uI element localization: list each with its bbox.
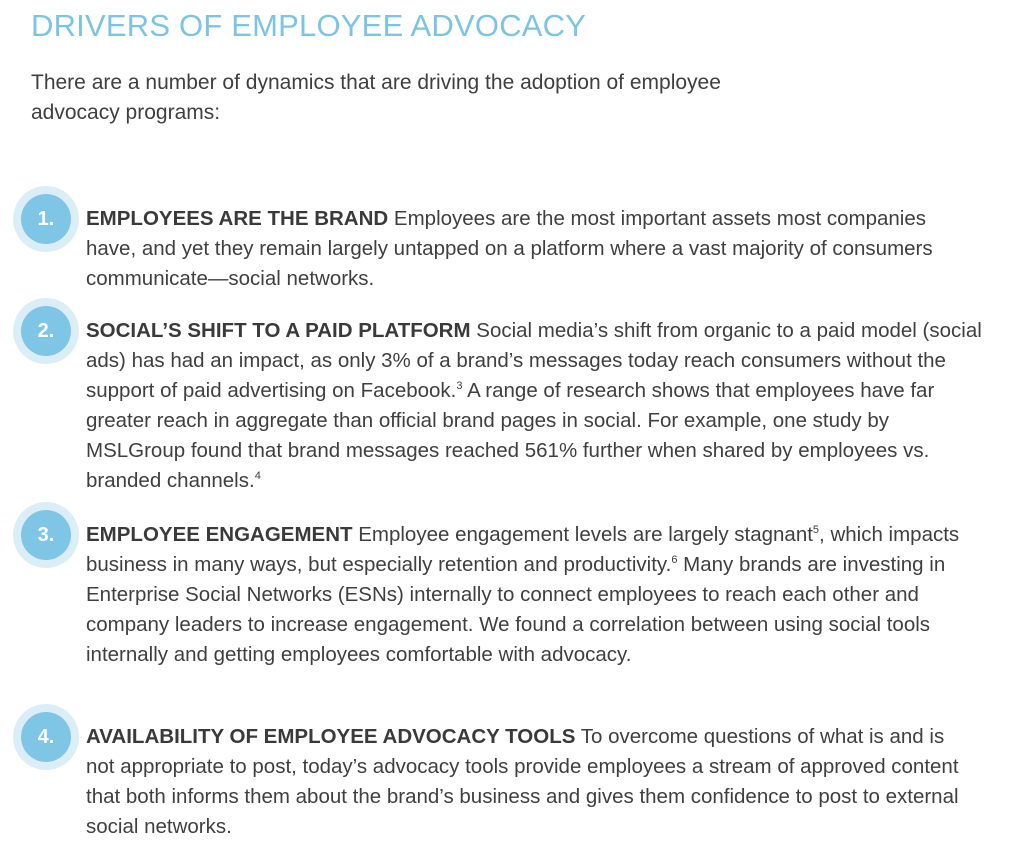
number-badge-label: 2. — [21, 306, 71, 356]
footnote-ref: 4 — [254, 470, 261, 483]
item-body: Many brands are investing in Enterprise Social Networks (ESNs) internally to connect employees to reach each other and company leaders to increase engagement. We found a correlation between using social tools internally and getting employees comfortable with advocacy. — [86, 553, 946, 666]
item-body: To overcome questions of what is and is not appropriate to post, today’s advocacy tools provide employees a stream of approved content that both informs them about the brand’s business and gives them confidence to post to external social networks. — [86, 725, 959, 838]
item-body: Employees are the most important assets most companies have, and yet they remain largely untapped on a platform where a vast majority of consumers communicate—social networks. — [86, 207, 933, 290]
number-badge — [13, 298, 79, 364]
item-heading: EMPLOYEES ARE THE BRAND — [86, 207, 389, 230]
footnote-ref: 5 — [812, 524, 820, 537]
item-paragraph — [86, 722, 966, 842]
number-badge-label: 1. — [21, 194, 71, 244]
number-badge — [13, 502, 79, 568]
item-heading: AVAILABILITY OF EMPLOYEE ADVOCACY TOOLS — [86, 725, 576, 748]
item-paragraph — [86, 204, 946, 294]
item-heading: EMPLOYEE ENGAGEMENT — [86, 523, 353, 546]
item-paragraph — [86, 316, 991, 496]
number-badge — [13, 186, 79, 252]
item-body: Social media’s shift from organic to a paid model (social ads) has had an impact, as only 3% of a brand’s messages today reach consumers without the support of paid advertising on Facebook. — [86, 319, 982, 402]
item-body: A range of research shows that employees have far greater reach in aggregate than official brand pages in social. For example, one study by MSLGroup found that brand messages reached 561% further when shared by employees vs. branded channels. — [86, 379, 935, 492]
number-badge-label: 4. — [21, 712, 71, 762]
footnote-ref: 3 — [456, 380, 463, 393]
intro-paragraph: There are a number of dynamics that are driving the adoption of employee advocacy programs: — [31, 71, 721, 124]
number-badge-label: 3. — [21, 510, 71, 560]
page-title: DRIVERS OF EMPLOYEE ADVOCACY — [31, 8, 587, 43]
number-badge — [13, 704, 79, 770]
item-paragraph — [86, 520, 981, 670]
item-body: Employee engagement levels are largely stagnant — [352, 523, 813, 546]
item-body: , which impacts business in many ways, but especially retention and productivity. — [86, 523, 960, 576]
item-heading: SOCIAL’S SHIFT TO A PAID PLATFORM — [86, 319, 471, 342]
footnote-ref: 6 — [671, 554, 678, 567]
